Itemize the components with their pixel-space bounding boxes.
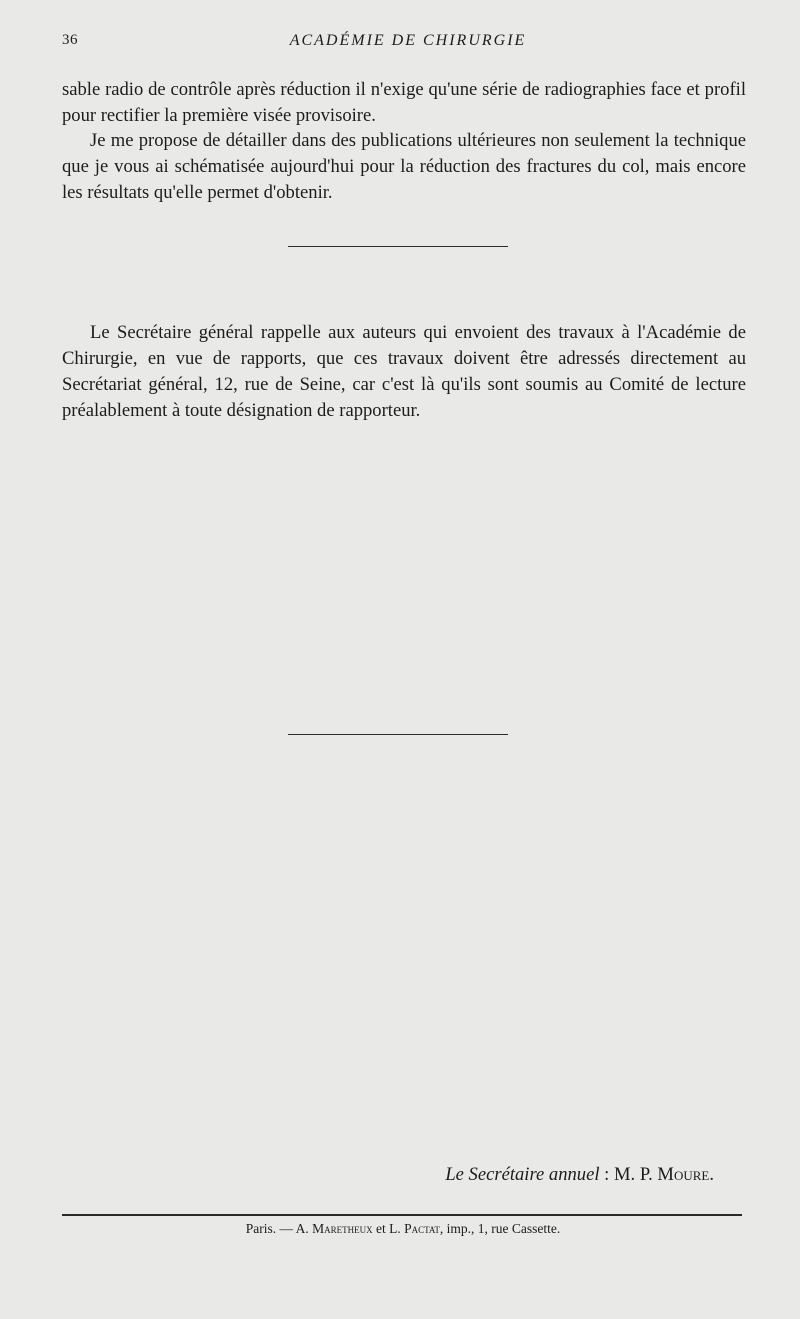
- signature-role: Le Secrétaire annuel: [445, 1164, 600, 1185]
- section-divider: [288, 246, 508, 247]
- signature-separator: :: [599, 1164, 614, 1185]
- imprint-printer-1: Maretheux: [312, 1221, 373, 1236]
- page-number: 36: [62, 32, 78, 48]
- imprint-city: Paris. — A.: [245, 1221, 309, 1236]
- paragraph-continuation: sable radio de contrôle après réduction il n'exige qu'une série de radiographies face et profil pour rectifier la première visée provisoire.: [62, 79, 746, 126]
- printer-imprint: [0, 1221, 800, 1237]
- signature-surname: Moure.: [657, 1164, 714, 1185]
- section-divider: [288, 734, 508, 735]
- signature-name-prefix: M. P.: [614, 1164, 653, 1185]
- signature-line: [445, 1163, 714, 1187]
- paragraph-announcement: Le Secrétaire général rappelle aux auteurs qui envoient des travaux à l'Académie de Chirurgie, en vue de rapports, que ces travaux doivent être adressés directement au Secrétariat général, 12, rue de Seine, car c'est là qu'ils sont soumis au Comité de lecture préalablement à toute désignation de rapporteur.: [62, 322, 746, 421]
- footer-divider: [62, 1214, 742, 1216]
- imprint-joiner: et L.: [375, 1221, 401, 1236]
- paragraph-conclusion: Je me propose de détailler dans des publications ultérieures non seulement la technique que je vous ai schématisée aujourd'hui pour la réduction des fractures du col, mais encore les résultats qu'elle permet d'obtenir.: [62, 130, 746, 203]
- imprint-printer-2: Pactat: [404, 1221, 440, 1236]
- running-title: ACADÉMIE DE CHIRURGIE: [289, 32, 527, 49]
- imprint-address: , imp., 1, rue Cassette.: [439, 1221, 561, 1236]
